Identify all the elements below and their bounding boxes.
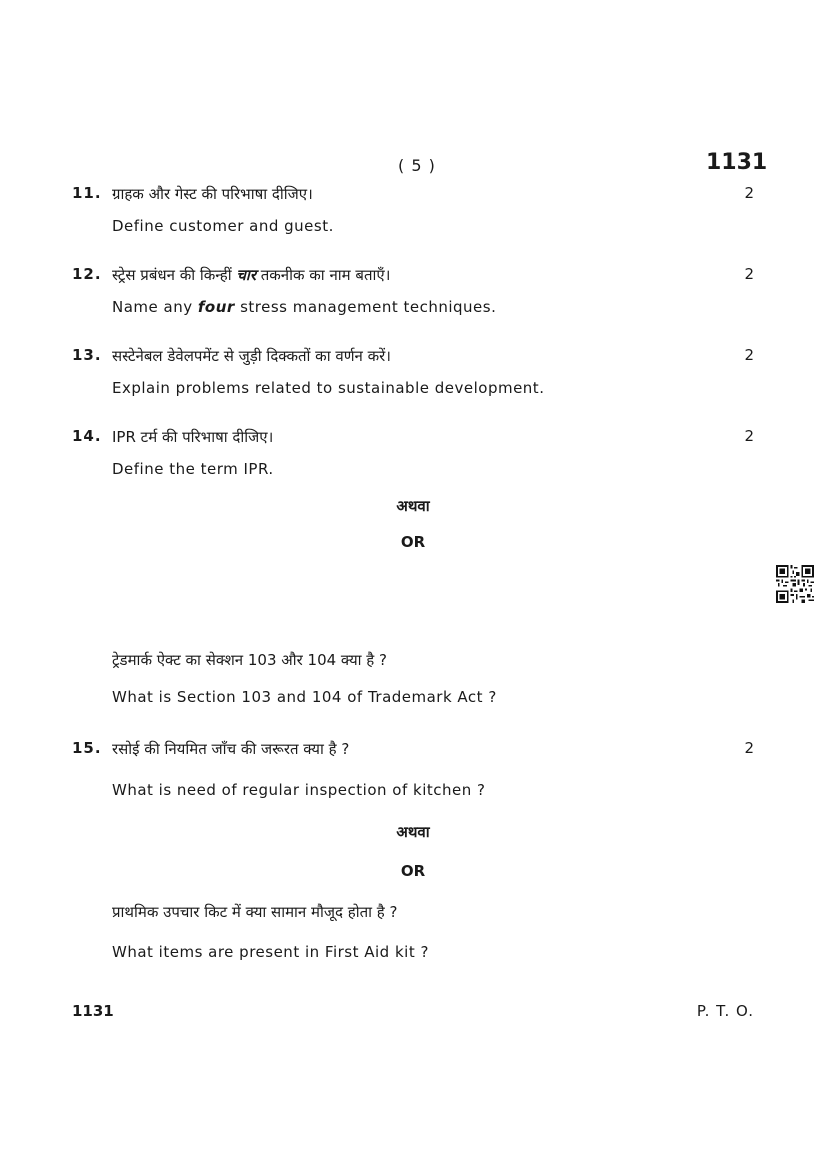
question-english: Explain problems related to sustainable development. xyxy=(112,379,545,397)
question-hindi: IPR टर्म की परिभाषा दीजिए। xyxy=(112,428,274,446)
alternative-hindi: ट्रेडमार्क ऐक्ट का सेक्शन 103 और 104 क्या है ? xyxy=(112,651,387,669)
or-hindi: अथवा xyxy=(396,497,430,515)
question-marks: 2 xyxy=(744,739,754,757)
alternative-hindi: प्राथमिक उपचार किट में क्या सामान मौजूद होता है ? xyxy=(112,903,398,921)
question-english: Define customer and guest. xyxy=(112,217,334,235)
question-marks: 2 xyxy=(744,265,754,283)
english-text-before: Name any xyxy=(112,298,198,316)
paper-code-footer: 1131 xyxy=(72,1002,114,1020)
page-number: ( 5 ) xyxy=(398,156,436,175)
or-english: OR xyxy=(400,862,426,880)
question-hindi xyxy=(112,265,390,285)
question-hindi: रसोई की नियमित जाँच की जरूरत क्या है ? xyxy=(112,740,350,758)
alternative-english: What is Section 103 and 104 of Trademark Act ? xyxy=(112,688,497,706)
hindi-emphasis: चार xyxy=(236,266,256,284)
paper-code-header: 1131 xyxy=(706,150,768,175)
question-number: 14. xyxy=(72,427,102,445)
question-number: 15. xyxy=(72,739,102,757)
question-number: 13. xyxy=(72,346,102,364)
question-marks: 2 xyxy=(744,427,754,445)
or-hindi: अथवा xyxy=(396,823,430,841)
question-english: Define the term IPR. xyxy=(112,460,274,478)
hindi-text-after: तकनीक का नाम बताएँ। xyxy=(255,266,391,284)
question-hindi: ग्राहक और गेस्ट की परिभाषा दीजिए। xyxy=(112,185,313,203)
pto-label: P. T. O. xyxy=(696,1002,754,1020)
question-hindi: सस्टेनेबल डेवेलपमेंट से जुड़ी दिक्कतों का वर्णन करें। xyxy=(112,347,391,365)
alternative-english: What items are present in First Aid kit ? xyxy=(112,943,429,961)
qr-code-icon xyxy=(776,565,814,603)
english-text-after: stress management techniques. xyxy=(234,298,497,316)
english-emphasis: four xyxy=(197,298,235,316)
question-english: What is need of regular inspection of kitchen ? xyxy=(112,781,486,799)
question-marks: 2 xyxy=(744,346,754,364)
hindi-text-before: स्ट्रेस प्रबंधन की किन्हीं xyxy=(112,266,237,284)
question-number: 12. xyxy=(72,265,102,283)
question-english xyxy=(112,298,496,316)
or-english: OR xyxy=(400,533,426,551)
question-number: 11. xyxy=(72,184,102,202)
question-marks: 2 xyxy=(744,184,754,202)
